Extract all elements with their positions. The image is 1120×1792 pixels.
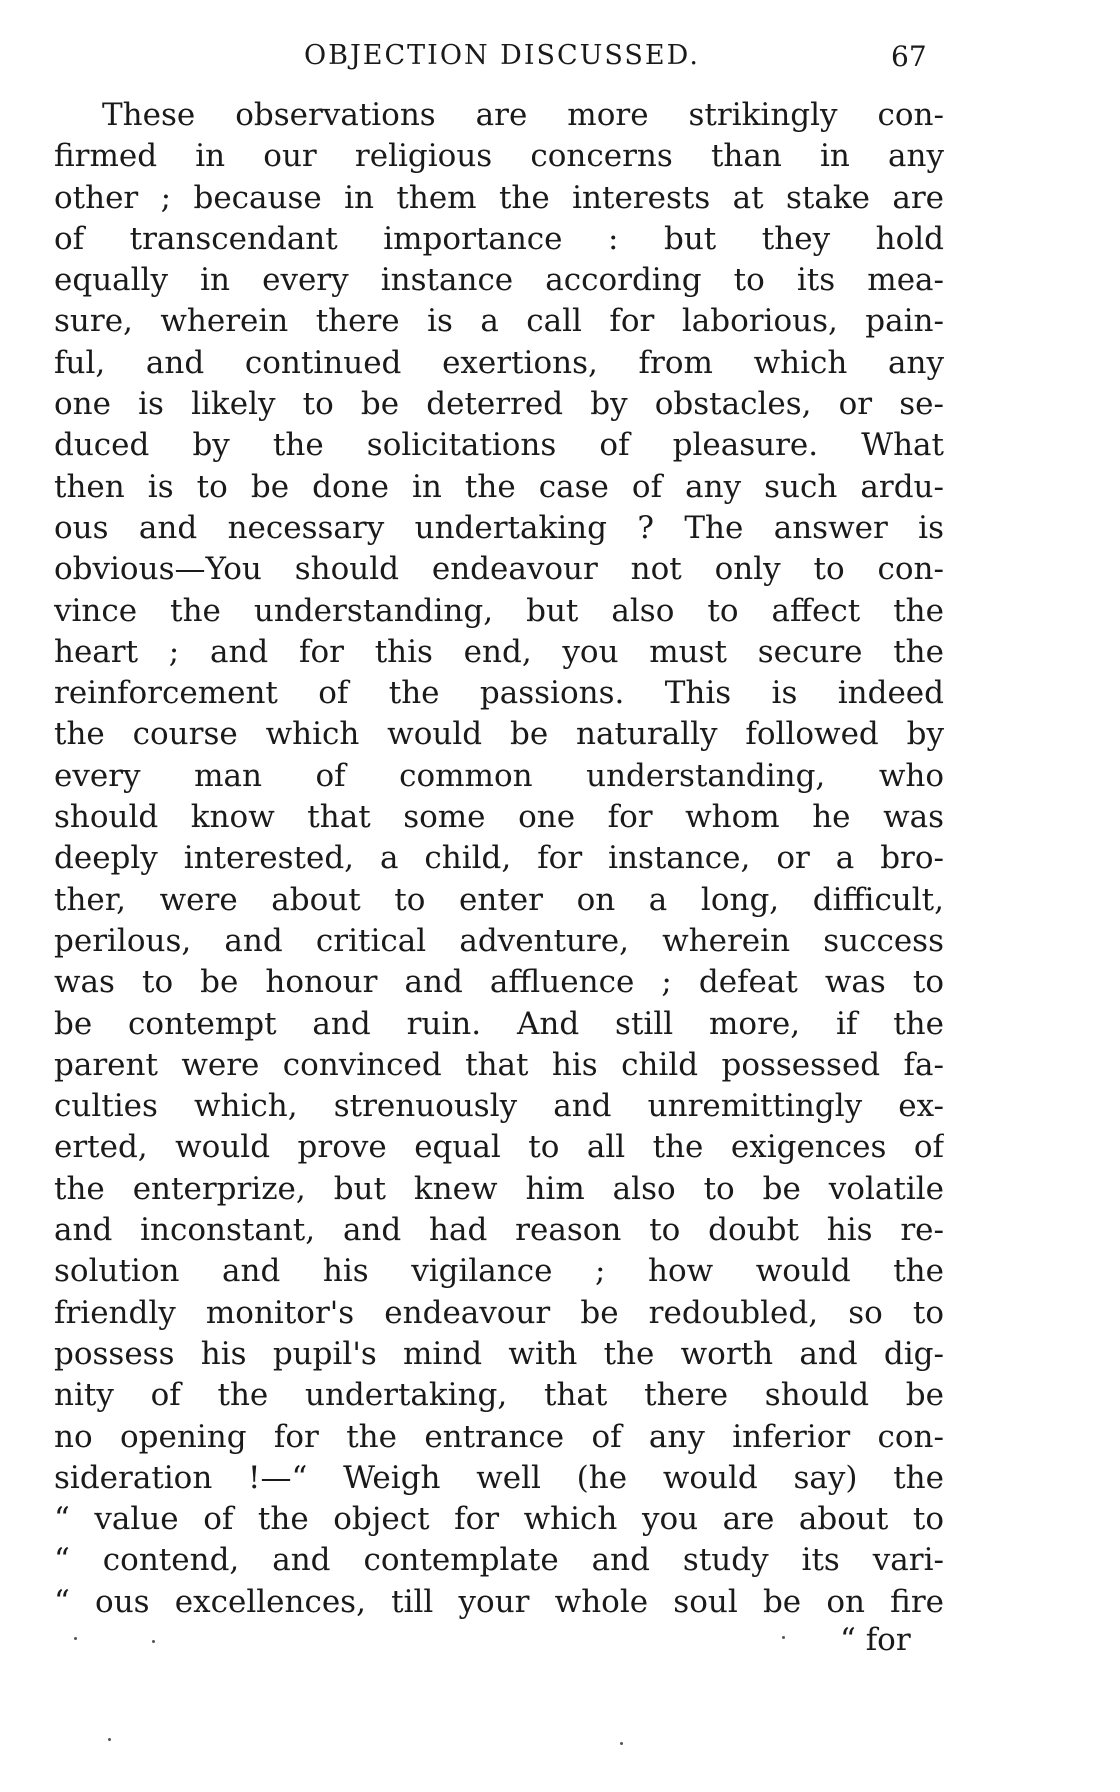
text-line: friendly monitor's endeavour be redoubled, so to: [54, 1294, 944, 1331]
text-line: “ value of the object for which you are about to: [54, 1501, 944, 1538]
text-line: deeply interested, a child, for instance, or a bro-: [54, 840, 944, 877]
text-line: sure, wherein there is a call for laborious, pain-: [54, 303, 944, 340]
text-line: the enterprize, but knew him also to be volatile: [54, 1170, 944, 1207]
print-speck: [74, 1637, 77, 1640]
print-speck: [108, 1738, 111, 1741]
text-line: then is to be done in the case of any such ardu-: [54, 468, 944, 505]
print-speck: [782, 1636, 785, 1639]
page-header: [54, 40, 954, 80]
text-line: was to be honour and affluence ; defeat was to: [54, 964, 944, 1001]
text-line: firmed in our religious concerns than in any: [54, 138, 944, 175]
text-line: erted, would prove equal to all the exigences of: [54, 1129, 944, 1166]
text-line: sideration !—“ Weigh well (he would say) the: [54, 1459, 944, 1496]
text-line: duced by the solicitations of pleasure. What: [54, 427, 944, 464]
text-line: perilous, and critical adventure, wherein success: [54, 922, 944, 959]
text-line: culties which, strenuously and unremittingly ex-: [54, 1088, 944, 1125]
text-line: the course which would be naturally followed by: [54, 716, 944, 753]
text-line: other ; because in them the interests at stake are: [54, 179, 944, 216]
text-line: vince the understanding, but also to affect the: [54, 592, 944, 629]
text-line: “ ous excellences, till your whole soul be on fire: [54, 1583, 944, 1620]
print-speck: [620, 1742, 623, 1745]
text-line: equally in every instance according to its mea-: [54, 262, 944, 299]
body-text: [54, 95, 944, 1623]
text-line: every man of common understanding, who: [54, 757, 944, 794]
running-head: OBJECTION DISCUSSED.: [304, 40, 700, 71]
text-line: ous and necessary undertaking ? The answer is: [54, 509, 944, 546]
text-line: no opening for the entrance of any inferior con-: [54, 1418, 944, 1455]
text-line: ther, were about to enter on a long, difficult,: [54, 881, 944, 918]
page-number: 67: [891, 40, 927, 73]
text-line: and inconstant, and had reason to doubt his re-: [54, 1212, 944, 1249]
catchword: “ for: [840, 1622, 911, 1658]
text-line: be contempt and ruin. And still more, if the: [54, 1005, 944, 1042]
text-line: one is likely to be deterred by obstacles, or se-: [54, 386, 944, 423]
text-line: “ contend, and contemplate and study its vari-: [54, 1542, 944, 1579]
text-line: heart ; and for this end, you must secure the: [54, 633, 944, 670]
text-line: should know that some one for whom he was: [54, 799, 944, 836]
text-line: reinforcement of the passions. This is indeed: [54, 675, 944, 712]
text-line: possess his pupil's mind with the worth and dig-: [54, 1335, 944, 1372]
text-line: obvious—You should endeavour not only to con-: [54, 551, 944, 588]
text-line: parent were convinced that his child possessed fa-: [54, 1046, 944, 1083]
text-line: solution and his vigilance ; how would the: [54, 1253, 944, 1290]
print-speck: [152, 1640, 155, 1643]
text-line: nity of the undertaking, that there should be: [54, 1377, 944, 1414]
text-line: These observations are more strikingly con-: [102, 97, 944, 133]
text-line: of transcendant importance : but they hold: [54, 220, 944, 257]
text-line: ful, and continued exertions, from which any: [54, 344, 944, 381]
